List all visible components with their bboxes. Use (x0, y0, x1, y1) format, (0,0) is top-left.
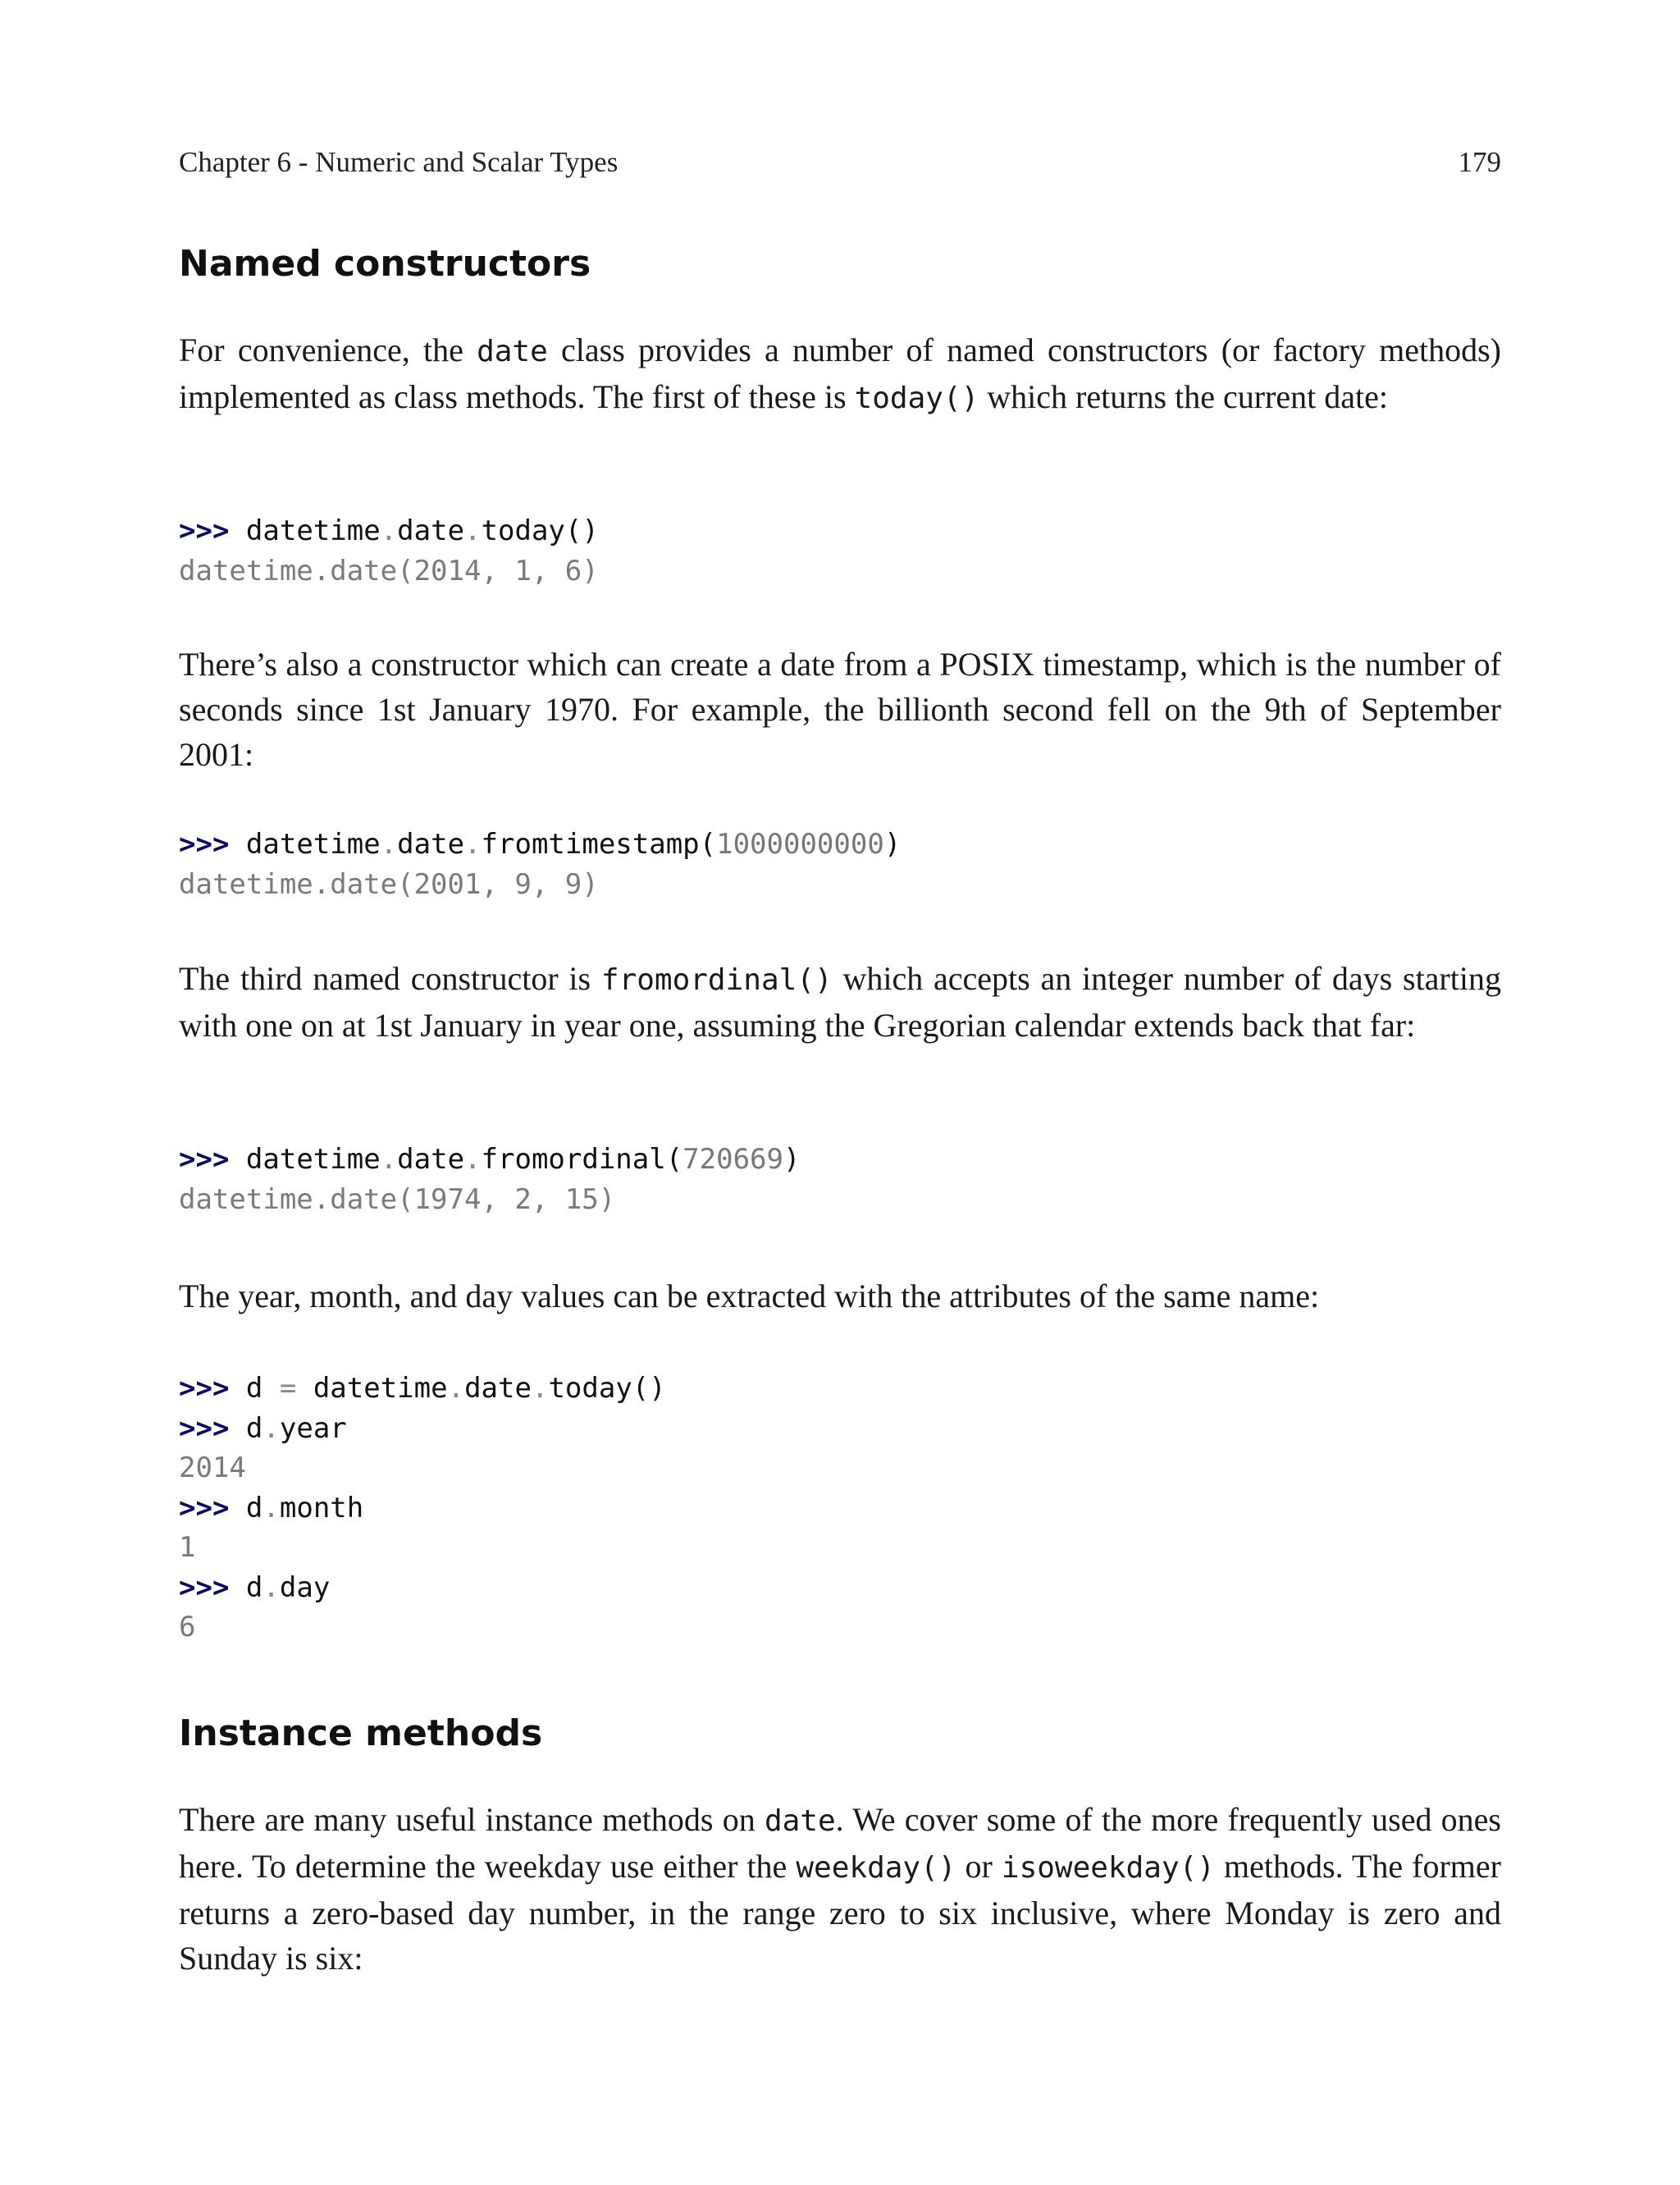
inline-code: today() (854, 382, 979, 415)
paragraph-instance-methods (179, 1797, 1501, 1981)
text-run: For convenience, the (179, 331, 477, 368)
paragraph-intro (179, 327, 1501, 421)
code-token: d (245, 1411, 263, 1445)
paragraph-attributes: The year, month, and day values can be extracted with the attributes of the same name: (179, 1278, 1320, 1314)
code-token: date (464, 1372, 532, 1405)
code-output: 6 (179, 1611, 196, 1643)
running-header (179, 146, 1501, 179)
code-token: datetime (245, 828, 381, 861)
section-heading-instance-methods: Instance methods (179, 1712, 543, 1754)
code-number: 1000000000 (716, 828, 884, 861)
code-token: today() (548, 1372, 666, 1405)
code-token: fromtimestamp( (481, 828, 717, 861)
inline-code: isoweekday() (1001, 1851, 1215, 1885)
code-token: d (245, 1372, 280, 1405)
chapter-title: Chapter 6 - Numeric and Scalar Types (179, 146, 619, 178)
code-block-attributes (179, 1369, 666, 1648)
code-token: datetime (296, 1372, 448, 1405)
code-token: ) (883, 828, 902, 861)
code-output: 2014 (179, 1451, 246, 1484)
code-token: month (279, 1491, 364, 1524)
inline-code: weekday() (796, 1851, 956, 1885)
inline-code: date (764, 1804, 836, 1838)
code-token: date (397, 1143, 465, 1176)
text-run: There are many useful instance methods on (179, 1801, 765, 1838)
text-run: which accepts an integer number of days starting with one on at 1st January in year one, assuming the Gregorian calendar extends back that far: (179, 960, 1501, 1044)
page-number: 179 (1458, 146, 1501, 178)
code-line: >>> d = datetime.date.today() (179, 1372, 666, 1405)
code-token: fromordinal( (481, 1143, 683, 1176)
code-block-today (179, 511, 599, 591)
prompt: >>> (179, 1372, 230, 1405)
code-output: datetime.date(2001, 9, 9) (179, 867, 599, 901)
paragraph-fromordinal (179, 956, 1501, 1048)
code-output: 1 (179, 1531, 196, 1564)
prompt: >>> (179, 1411, 230, 1445)
text-run: The third named constructor is (179, 960, 601, 997)
code-line: >>> datetime.date.fromtimestamp(1000000000) (179, 828, 902, 861)
code-token: datetime (245, 1143, 381, 1176)
code-token: day (279, 1570, 331, 1604)
code-token: datetime (245, 514, 381, 547)
code-token: ) (783, 1143, 801, 1176)
code-line: >>> datetime.date.today() (179, 514, 599, 547)
inline-code: date (477, 335, 548, 368)
code-token: d (245, 1570, 263, 1604)
code-line: >>> d.year (179, 1411, 347, 1445)
prompt: >>> (179, 1143, 230, 1176)
text-run: . We cover some of the more frequently used ones here. To determine the weekday use either the (179, 1801, 1501, 1885)
code-block-fromtimestamp (179, 825, 901, 904)
code-number: 720669 (682, 1143, 783, 1176)
code-line: >>> d.day (179, 1570, 331, 1604)
code-operator: = (279, 1372, 297, 1405)
code-output: datetime.date(2014, 1, 6) (179, 554, 599, 587)
prompt: >>> (179, 828, 230, 861)
inline-code: fromordinal() (600, 963, 833, 997)
text-run: or (956, 1848, 1002, 1885)
prompt: >>> (179, 514, 230, 547)
paragraph-timestamp: There’s also a constructor which can create a date from a POSIX timestamp, which is the number of seconds since 1st January 1970. For example, the billionth second fell on the 9th of September 2001: (179, 646, 1501, 773)
section-heading-named-constructors: Named constructors (179, 243, 591, 285)
code-token: year (279, 1411, 347, 1445)
code-output: datetime.date(1974, 2, 15) (179, 1182, 616, 1216)
code-token: date (397, 514, 465, 547)
code-token: date (397, 828, 465, 861)
code-token: d (245, 1491, 263, 1524)
prompt: >>> (179, 1570, 230, 1604)
prompt: >>> (179, 1491, 230, 1524)
text-run: which returns the current date: (979, 378, 1388, 415)
code-line: >>> datetime.date.fromordinal(720669) (179, 1143, 801, 1176)
code-block-fromordinal (179, 1140, 800, 1219)
code-token: today() (481, 514, 599, 547)
text-run: class provides a number of named constructors (or factory methods) implemented as class methods. The first of these is (179, 331, 1501, 415)
text-run: methods. The former returns a zero-based day number, in the range zero to six inclusive, where Monday is zero and Sunday is six: (179, 1848, 1501, 1977)
code-line: >>> d.month (179, 1491, 364, 1524)
